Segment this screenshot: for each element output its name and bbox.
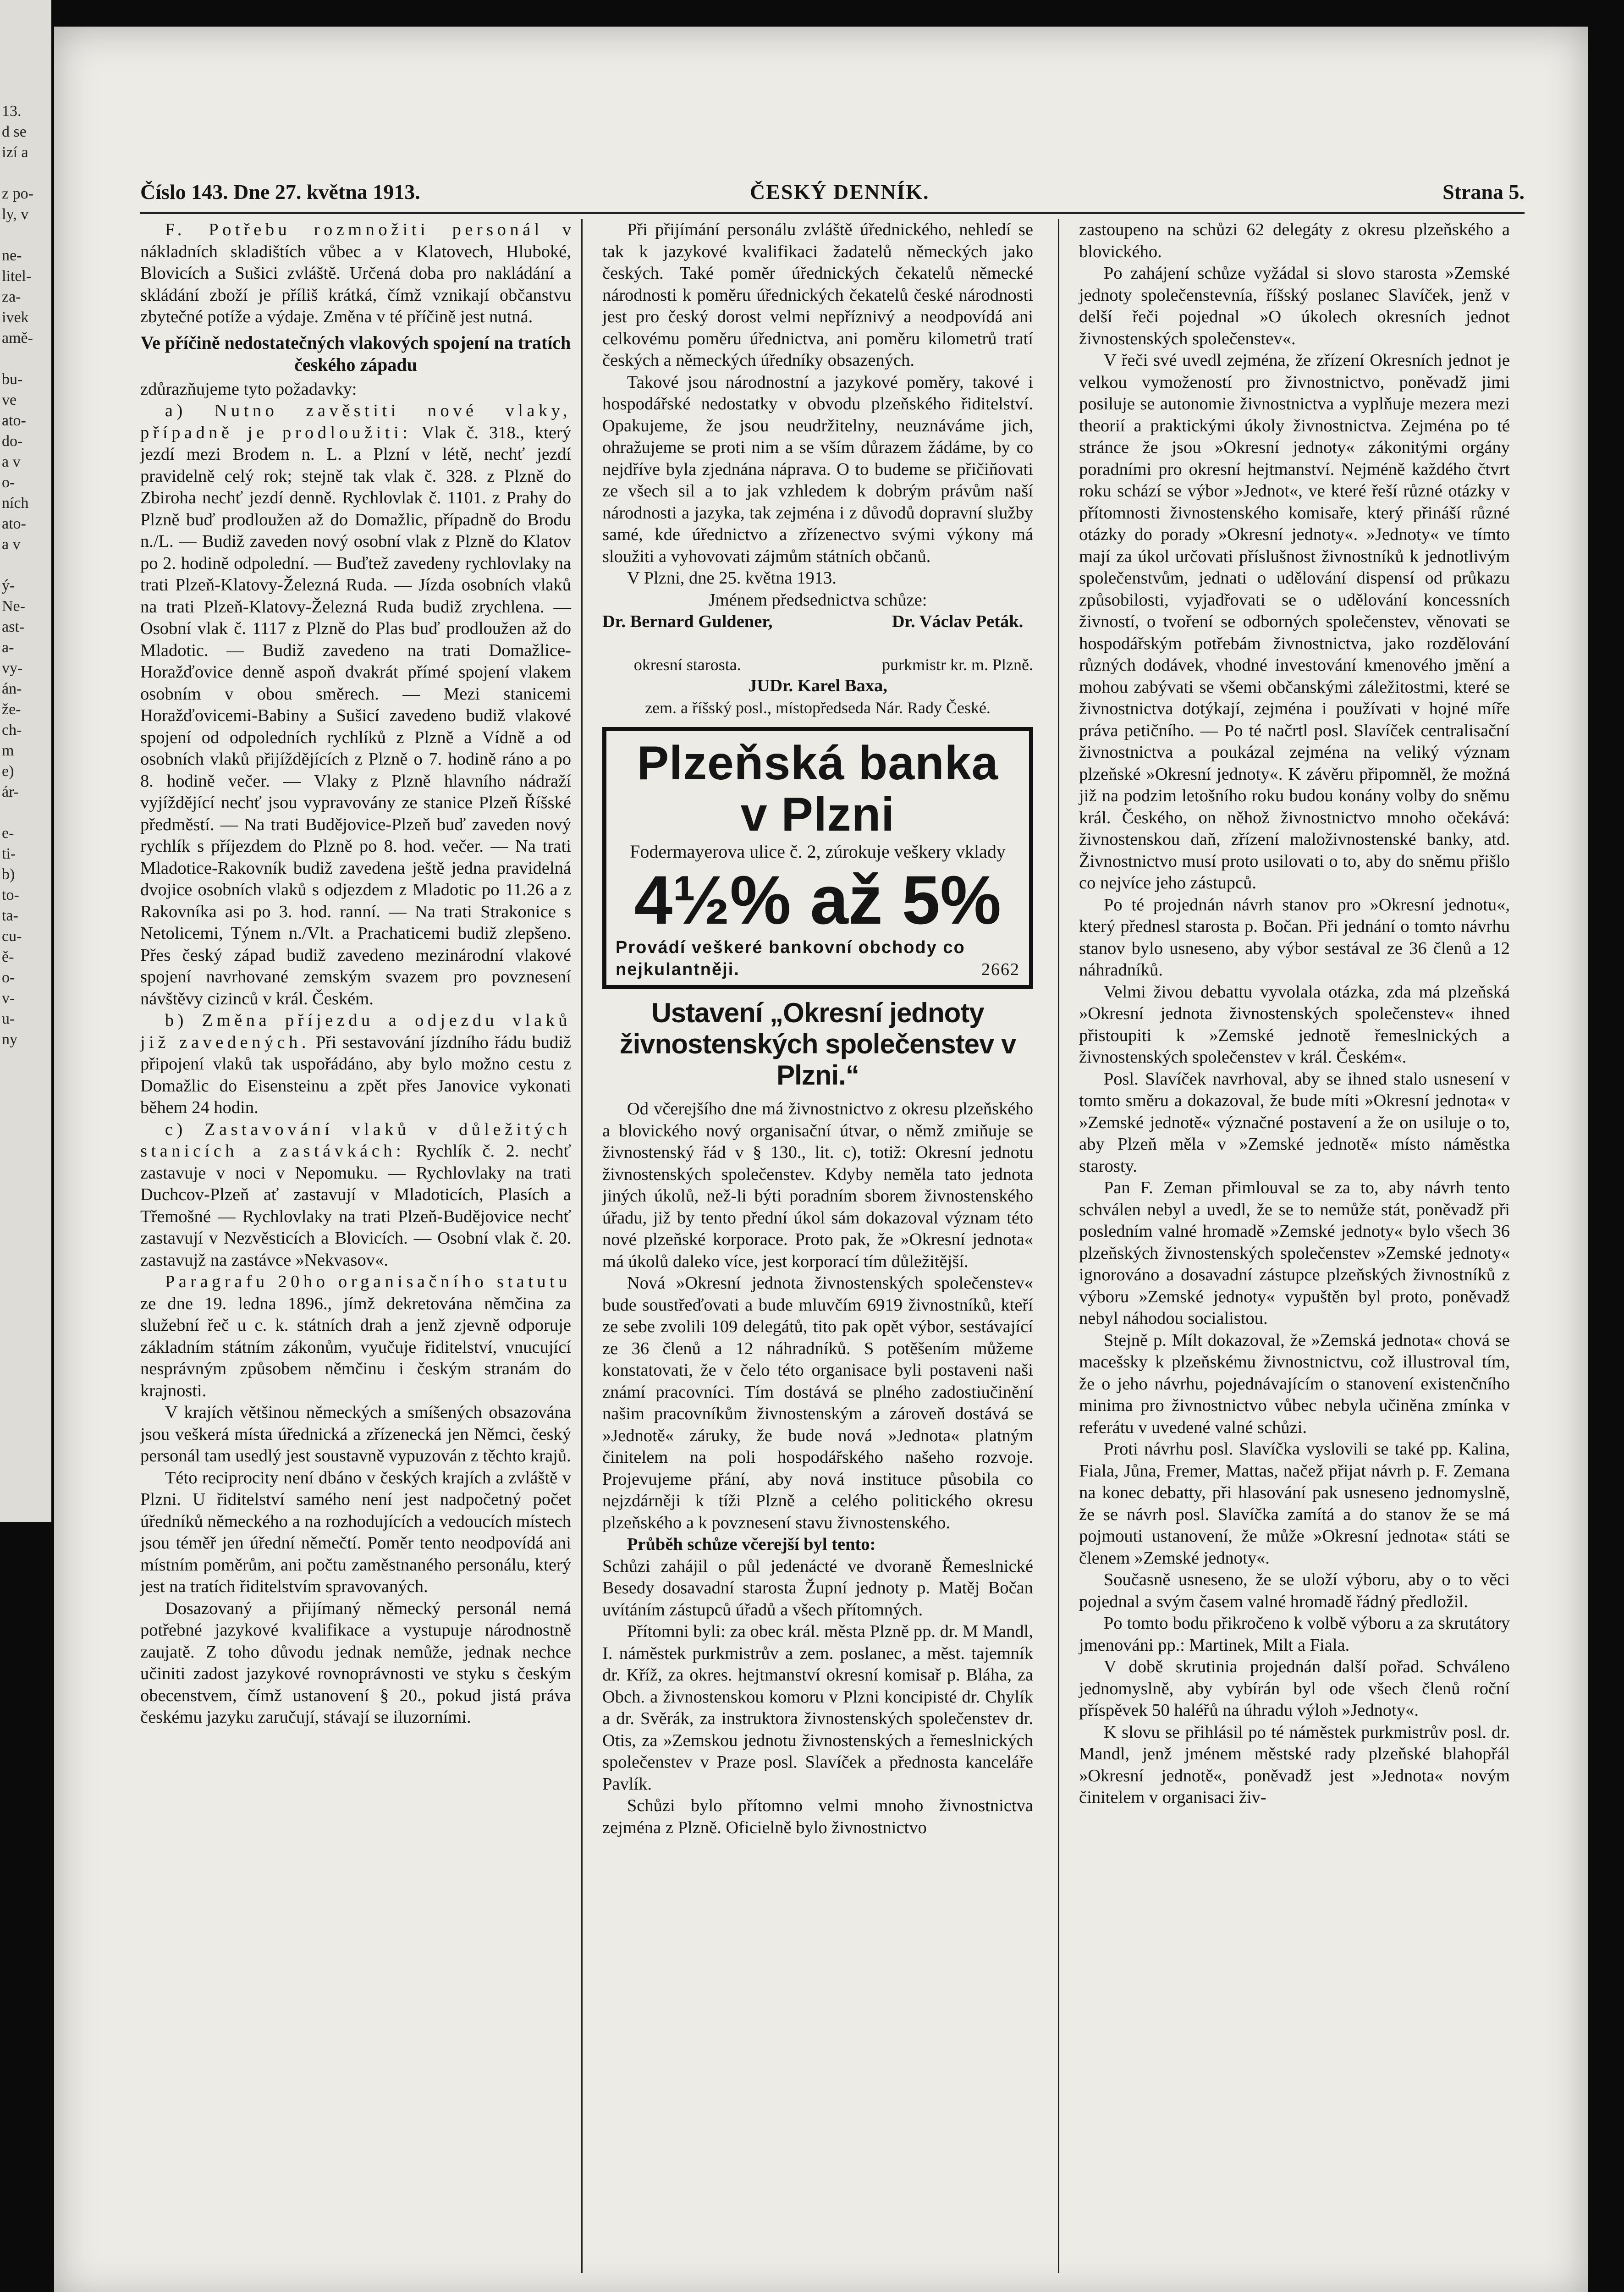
paragraph: Posl. Slavíček navrhoval, aby se ihned stalo usnesení v tomto směru a dokazoval, že bude míti »Okresní jednota« v »Zemské jednotě« význačné postavení a že on usiluje o to, aby Plzeň měla v »Zemské jednotě« místo náměstka starosty. — [1079, 1069, 1510, 1176]
paragraph: V krajích většinou německých a smíšených obsazována jsou veškerá místa úřednická a zřízenecká jen Němci, český personál tam usedlý jest soustavně vypuzován z těchto krajů. — [140, 1403, 571, 1466]
column-2 — [602, 219, 1033, 1839]
paragraph: K slovu se přihlásil po té náměstek purkmistrův posl. dr. Mandl, jenž jménem městské rady plzeňské blahopřál »Okresní jednotě«, poněvadž jest »Jednota« novým činitelem v organisaci živ- — [1079, 1722, 1510, 1807]
previous-page-fragment: ast- — [2, 618, 25, 635]
previous-page-fragment: ato- — [2, 412, 26, 429]
previous-page-fragment: a v — [2, 453, 21, 470]
page-header — [140, 178, 1525, 211]
services-text: Provádí veškeré bankovní obchody co nejkulantněji. — [616, 938, 965, 979]
previous-page-fragment — [0, 555, 51, 575]
previous-page-fragment — [0, 163, 51, 183]
dateline: V Plzni, dne 25. května 1913. — [627, 568, 837, 588]
previous-page-fragment — [0, 802, 51, 823]
text: ze dne 19. ledna 1896., jímž dekretována němčina za služební řeč u c. k. státních drah a jenž zjevně odporuje základním státním zákonům, vyučuje řiditelství, vnucující nesprávným způsobem němčinu i českým stranám do krajnosti. — [140, 1294, 571, 1400]
previous-page-fragment: o- — [2, 474, 15, 491]
column-rule-2 — [1058, 219, 1059, 2273]
previous-page-fragment: a- — [2, 639, 14, 656]
previous-page-fragment: ár- — [2, 783, 19, 800]
paragraph: zdůrazňujeme tyto požadavky: — [140, 379, 357, 399]
subheading: Průběh schůze včerejší byl tento: — [627, 1535, 876, 1554]
lead-in: Paragrafu 20ho organisačního statutu — [165, 1272, 571, 1291]
previous-page-fragment: ti- — [2, 845, 16, 862]
previous-page-fragment: vy- — [2, 660, 23, 677]
signature-3 — [602, 675, 1033, 719]
paragraph: Nová »Okresní jednota živnostenských společenstev« bude soustřeďovati a bude mluvčím 6919 živnostníků, kteří ze sebe zvolili 109 delegátů, tito pak opět výbor, sestávající ze 36 členů a 12 náhradníků. S potěšením můžeme konstatovati, že v čelo této organisace byli postaveni naši známí pracovníci. Tím dostává se plného zadostiučinění našim pracovníkům živnostenským a zároveň dostává se »Jednotě« záruky, že bude nová »Jednota« platným činitelem na poli hospodářského našeho rozvoje. Projevujeme přání, aby nová instituce působila co nejzdárněji k tíži Plzně a celého politického okresu plzeňského a k povznesení stavu živnostenského. — [602, 1273, 1033, 1532]
newspaper-page — [54, 27, 1588, 2292]
paragraph: Po té projednán návrh stanov pro »Okresní jednotu«, který přednesl starosta p. Bočan. Při jednání o tomto návrhu stanov bylo usneseno, aby výbor sestával ze 36 členů a 12 náhradníků. — [1079, 895, 1510, 980]
on-behalf-line: Jménem předsednictva schůze: — [708, 590, 927, 610]
lead-in: F. Potřebu rozmnožiti personál — [165, 220, 543, 239]
previous-page-fragment: m — [2, 742, 14, 759]
previous-page-fragment: ne- — [2, 247, 22, 264]
page-number: Strana 5. — [1442, 180, 1525, 204]
previous-page-fragment: ta- — [2, 907, 18, 924]
paragraph: Schůzi bylo přítomno velmi mnoho živnostnictva zejména z Plzně. Oficielně bylo živnostnictvo — [602, 1796, 1033, 1837]
paragraph: V době skrutinia projednán další pořad. Schváleno jednomyslně, aby vybírán byl ode všech členů roční příspěvek 50 haléřů na úhradu výloh »Jednoty«. — [1079, 1657, 1510, 1720]
paragraph: Po tomto bodu přikročeno k volbě výboru a za skrutátory jmenováni pp.: Martinek, Milt a Fiala. — [1079, 1614, 1510, 1655]
paragraph: zastoupeno na schůzi 62 delegáty z okresu plzeňského a blovického. — [1079, 220, 1510, 261]
paragraph: Při přijímání personálu zvláště úřednického, nehledí se tak k jazykové kvalifikaci žadatelů německých jako českých. Také poměr úřednických čekatelů německé národnosti k poměru úřednických čekatelů české národnosti jest pro český dorost velmi nepříznivý a neodpovídá ani celkovému poměru úřednictva, ani poměru kilometrů tratí českých a německých úředníky obsazených. — [602, 220, 1033, 370]
previous-page-fragment: z po- — [2, 185, 33, 202]
lead-in: c) Zastavování vlaků v důležitých stanicích a zastávkách: — [140, 1119, 571, 1161]
bank-city: v Plzni — [740, 788, 895, 841]
signature-role: purkmistr kr. m. Plzně. — [882, 656, 1033, 674]
previous-page-fragment — [0, 348, 51, 369]
paragraph — [602, 1534, 1033, 1621]
signatures — [602, 611, 1033, 675]
bank-name: Plzeňská banka — [637, 737, 999, 790]
article-headline: Ustavení „Okresní jednoty živnostenských společenstev v Plzni.“ — [619, 997, 1016, 1091]
paragraph: Velmi živou debattu vyvolala otázka, zda má plzeňská »Okresní jednota živnostenských společenstev« ihned přistoupiti k »Zemské jednotě řemeslnických a živnostenských společenstev v král. Českém«. — [1079, 982, 1510, 1067]
previous-page-fragment: án- — [2, 680, 22, 697]
previous-page-fragment: ch- — [2, 722, 22, 738]
text: v nákladních skladištích vůbec a v Klatovech, Hluboké, Blovicích a Sušici zvláště. Určená doba pro nakládání a skládání zboží je příliš krátká, čímž vznikají občanstvu zbytečné potíže a výdaje. Změna v té příčině jest nutná. — [140, 220, 572, 326]
previous-page-fragment: cu- — [2, 928, 22, 945]
paragraph — [140, 219, 571, 328]
signature-1 — [602, 611, 772, 675]
previous-page-fragment: za- — [2, 288, 21, 305]
paragraph: Této reciprocity není dbáno v českých krajích a zvláště v Plzni. U řiditelství samého není jest nadpočetný počet úředníků německého a na rozhodujících a vedoucích místech jsou téměř jen úřední němečtí. Poměr tento neodpovídá ani místním poměrům, ani počtu zaměstnaného personálu, který jest na tratích řiditelstvím spravovaných. — [140, 1468, 571, 1596]
previous-page-fragment: Ne- — [2, 598, 25, 615]
previous-page-fragment: ly, v — [2, 206, 29, 223]
text: Při sestavování jízdního řádu budiž připojení vlaků tak uspořádáno, aby bylo možno cestu z Domažlic do Eisensteinu a zpět přes Janovice vykonati během 24 hodin. — [140, 1032, 571, 1117]
previous-page-fragment: b) — [2, 866, 15, 883]
column-1 — [140, 219, 571, 1729]
previous-page-fragment: to- — [2, 887, 19, 904]
previous-page-fragment: ě- — [2, 948, 14, 965]
paragraph: Přítomni byli: za obec král. města Plzně pp. dr. M Mandl, I. náměstek purkmistrův a zem. poslanec, a měst. tajemník dr. Kříž, za okres. hejtmanství okresní komisař p. Bláha, za Obch. a živnostenskou komoru v Plzni koncipisté dr. Chylík a dr. Svěrák, za instruktora živnostenských společenstev dr. Otis, za »Zemskou jednotu živnostenských a řemeslnických společenstev v Praze posl. Slavíček a přednosta kanceláře Pavlík. — [602, 1622, 1033, 1794]
paragraph: Takové jsou národnostní a jazykové poměry, takové i hospodářské nedostatky v obvodu plzeňského řiditelství. Opakujeme, že jsou neudržitelny, neuznáváme jich, ohražujeme se proti nim a se vším důrazem žádáme, by co nejdříve byla zjednána náprava. O to budeme se přičiňovati ze všech sil a to jak vzhledem k dobrým právům naší národnosti a jazyka, tak zejména i z důvodů dopravní služby samé, kde úřednictvo a zřízenectvo svými výkony má sloužiti a vyhovovati zájmům státních občanů. — [602, 372, 1033, 566]
signature-2 — [882, 611, 1033, 675]
interest-rate: 4½% až 5% — [634, 861, 1002, 938]
previous-page-fragment: litel- — [2, 268, 32, 285]
paragraph: Stejně p. Mílt dokazoval, že »Zemská jednota« chová se macešsky k plzeňskému živnostnictvu, což illustroval tím, že o jeho návrhu, pojednávajícím o stanovení existenčního minima pro živnostnictvo vůbec nebyla učiněna zmínka v referátu v uvedené valné schůzi. — [1079, 1330, 1510, 1437]
ad-number: 2662 — [981, 960, 1020, 979]
paragraph: Současně usneseno, že se uloží výboru, aby o to věci pojednal a svým časem valné hromadě řádný předložil. — [1079, 1570, 1510, 1611]
lead-in: b) Změna příjezdu a odjezdu vlaků již zavedených. — [140, 1011, 571, 1052]
signature-name: Dr. Václav Peták. — [892, 612, 1024, 631]
signature-role: okresní starosta. — [633, 656, 741, 674]
signature-role: zem. a říšský posl., místopředseda Nár. Rady České. — [645, 698, 991, 717]
previous-page-fragment: ny — [2, 1031, 17, 1048]
previous-page-fragment: ivek — [2, 309, 29, 326]
text: Vlak č. 318., který jezdí mezi Brodem n. L. a Plzní v létě, nechť jezdí pravidelně celý rok; stejně tak vlak č. 328. z Plzně do Zbiroha nechť jezdí denně. Rychlovlak č. 1101. z Prahy do Plzně buď prodloužen až do Domažlic, případně do Brodu n./L. — Budiž zaveden nový osobní vlak z Plzně do Klatov po 2. hodině odpolední. — Buďtež zavedeny rychlovlaky na trati Plzeň-Klatovy-Železná Ruda. — Jízda osobních vlaků na trati Plzeň-Klatovy-Železná Ruda budiž zrychlena. — Osobní vlak č. 1117 z Plzně do Plas buď prodloužen až do Mladotic. — Budiž zavedeno na trati Domažlice-Horažďovice denně aspoň dvakrát přímé spojení vlakem osobním v obou směrech. — Mezi stanicemi Horažďovicemi-Babiny a Sušicí zavedeno budiž vlakové spojení od odpoledních rychlíků z Plzně a Vídně a od osobních vlaků přijíždějících z Plzně o 7. hodině ráno a po 8. hodině večer. — Vlaky z Plzně hlavního nádraží vyjíždějící nechť jsou vypravovány ze stanice Plzeň Říšské předměstí. — Na trati Budějovice-Plzeň buď zaveden nový rychlík s příjezdem do Plzně po 8. hod. večer. — Na trati Mladotice-Rakovník budiž zavedena ještě jedna pravidelná dvojice osobních vlaků s odjezdem z Mladotic po 11.26 a z Rakovníka asi po 3. hod. ranní. — Na trati Strakonice s Netolicemi, Týnem n./Vlt. a Prachaticemi budiž zlepšeno. Přes český západ budiž zavedeno mezinárodní vlakové spojení navrhované zemským svazem pro povznesení návštěvy cizinců v král. Českém. — [140, 423, 571, 1008]
previous-page-fragment: amě- — [2, 330, 33, 347]
paragraph: Proti návrhu posl. Slavíčka vyslovili se také pp. Kalina, Fiala, Jůna, Fremer, Mattas, načež přijat návrh p. F. Zemana na konec debatty, při hlasování pak usneseno jednomyslně, že se návrh posl. Slavíčka zamítá a do stanov že se má pojmouti ustanovení, že může »Okresní jednota« státi se členem »Zemské jednoty«. — [1079, 1439, 1510, 1568]
paragraph: Pan F. Zeman přimlouval se za to, aby návrh tento schválen nebyl a uvedl, že se to nemůže stát, poněvadž při posledním valné hromadě »Zemské jednoty« bylo všech 36 plzeňských živnostenských společenstev »Zemské jednoty« ignorováno a dosavadní zástupce plzeňských živnostníků z výboru »Zemské jednoty« vypuštěn byl proto, poněvadž nebyl náhodou socialistou. — [1079, 1178, 1510, 1328]
paragraph: V řeči své uvedl zejména, že zřízení Okresních jednot je velkou vymožeností pro živnostnictvo, poněvadž jimi posiluje se autonomie živnostnictva a vyplňuje mezera mezi theorií a praktickými úkoly živnostnictva. Zejména po té stránce že jsou »Okresní jednoty« zákonitými orgány poradními pro okresní hejtmanství. Nejméně každého čtvrt roku schází se výbor »Jednot«, ve které řeší různé otázky v přítomnosti živnostenského komisaře, který přináší různé otázky do porady »Okresní jednoty«. »Jednoty« ve tímto mají za úkol určovati příslušnost živnostníků k jednotlivým společenstvům, jednati o udělování dispensí od průkazu způsobilosti, vyjadřovati se o udělování koncessních živností, o tvoření se odborných společenstev, věnovati se hospodářským potřebám živnostnictva, jako rozdělování různých dodávek, vhodné investování kmenového jmění a mohou zabývati se všemi občanskými záležitostmi, které se živnostnictva dotýkají, zejména i používati v hojné míře práva petičního. — Po té načrtl posl. Slavíček centralisační živnostnictva a poukázal zejména na veliký význam plzeňské »Okresní jednoty«. K závěru připomněl, že možná již na podzim letošního roku budou konány volby do sněmu král. Českého, on něhož živnostnictvo mnoho očekává: živnostenskou daň, zřízení maloživnostenské banky, atd. Živnostnictvo musí proto usilovati o to, aby do sněmu přišlo co nejvíce jeho zástupců. — [1079, 351, 1510, 893]
previous-page-fragment: ních — [2, 495, 29, 512]
paragraph — [140, 1271, 571, 1402]
previous-page-fragment: e- — [2, 825, 14, 842]
paragraph — [140, 400, 571, 1010]
previous-page-fragment — [0, 225, 51, 245]
previous-page-fragment: v- — [2, 990, 15, 1007]
bank-address: Fodermayerova ulice č. 2, zúrokuje veškery vklady — [630, 841, 1006, 862]
previous-page-fragment: ve — [2, 391, 17, 408]
text: Schůzi zahájil o půl jedenácté ve dvoraně Řemeslnické Besedy dosavadní starosta Župní jednoty p. Matěj Bočan uvítáním zástupců úřadů a všech přítomných. — [602, 1556, 1033, 1620]
signature-name: JUDr. Karel Baxa, — [748, 676, 887, 695]
paragraph: Po zahájení schůze vyžádal si slovo starosta »Zemské jednoty společenstevnía, říšský poslanec Slavíček, jenž v delší řeči pojednal »O úkolech okresních jednot živnostenských společenstev«. — [1079, 264, 1510, 348]
bank-advertisement — [602, 727, 1033, 989]
newspaper-title: ČESKÝ DENNÍK. — [750, 180, 930, 204]
paragraph: Od včerejšího dne má živnostnictvo z okresu plzeňského a blovického nový organisační útvar, o němž zmiňuje se živnostenský řád v § 130., lit. c), totiž: Okresní jednotu živnostenských společenstev. Kdyby neměla tato jednota jiných úkolů, než-li býti poradním sborem živnostenského úřadu, již by tento přední úkol sám dokazoval význam této nové plzeňské korporace. Proto pak, že »Okresní jednota« má úkolů daleko více, jest korporací tím důležitější. — [602, 1099, 1033, 1271]
paragraph: Dosazovaný a přijímaný německý personál nemá potřebné jazykové kvalifikace a vystupuje národnostně zaujatě. Z toho důvodu jednak nemůže, jednak nechce učiniti zadost jazykové rovnoprávnosti ve styku s českým obecenstvem, čímž ustanovení § 20., pokud jistá práva českému jazyku zaručují, stávají se iluzorními. — [140, 1598, 571, 1727]
lead-in: a) Nutno zavěstiti nové vlaky, případně je prodloužiti: — [140, 401, 571, 442]
previous-page-fragment: že- — [2, 701, 21, 718]
previous-page-fragment: o- — [2, 969, 15, 986]
text: Rychlík č. 2. nechť zastavuje v noci v Nepomuku. — Rychlovlaky na trati Duchcov-Plzeň ať zastavují v Mladoticích, Plasích a Třemošné — Rychlovlaky na trati Plzeň-Budějovice nechť zastavují v Nezvěsticích a Blovicích. — Osobní vlak č. 20. zastavujž na zastávce »Nekvasov«. — [140, 1141, 571, 1270]
paragraph — [140, 1119, 571, 1272]
previous-page-fragment: izí a — [2, 144, 28, 161]
previous-page-fragment: u- — [2, 1010, 15, 1027]
header-rule — [140, 212, 1525, 214]
previous-page-fragment: 13. — [2, 103, 22, 120]
previous-page-fragment: ato- — [2, 515, 26, 532]
signature-name: Dr. Bernard Guldener, — [602, 612, 773, 631]
previous-page-fragment: do- — [2, 433, 23, 450]
bank-services — [616, 937, 1020, 981]
column-3 — [1079, 219, 1510, 1809]
previous-page-fragment: d se — [2, 123, 27, 140]
section-heading: Ve příčině nedostatečných vlakových spojení na tratích českého západu — [140, 332, 571, 375]
previous-page-edge — [0, 0, 51, 1522]
previous-page-fragment: e) — [2, 763, 14, 780]
paragraph — [140, 1010, 571, 1119]
column-rule-1 — [581, 219, 583, 2273]
previous-page-fragment: a v — [2, 536, 21, 553]
previous-page-fragment: bu- — [2, 371, 23, 388]
issue-date: Číslo 143. Dne 27. května 1913. — [140, 180, 420, 204]
previous-page-fragment: ý- — [2, 577, 15, 594]
